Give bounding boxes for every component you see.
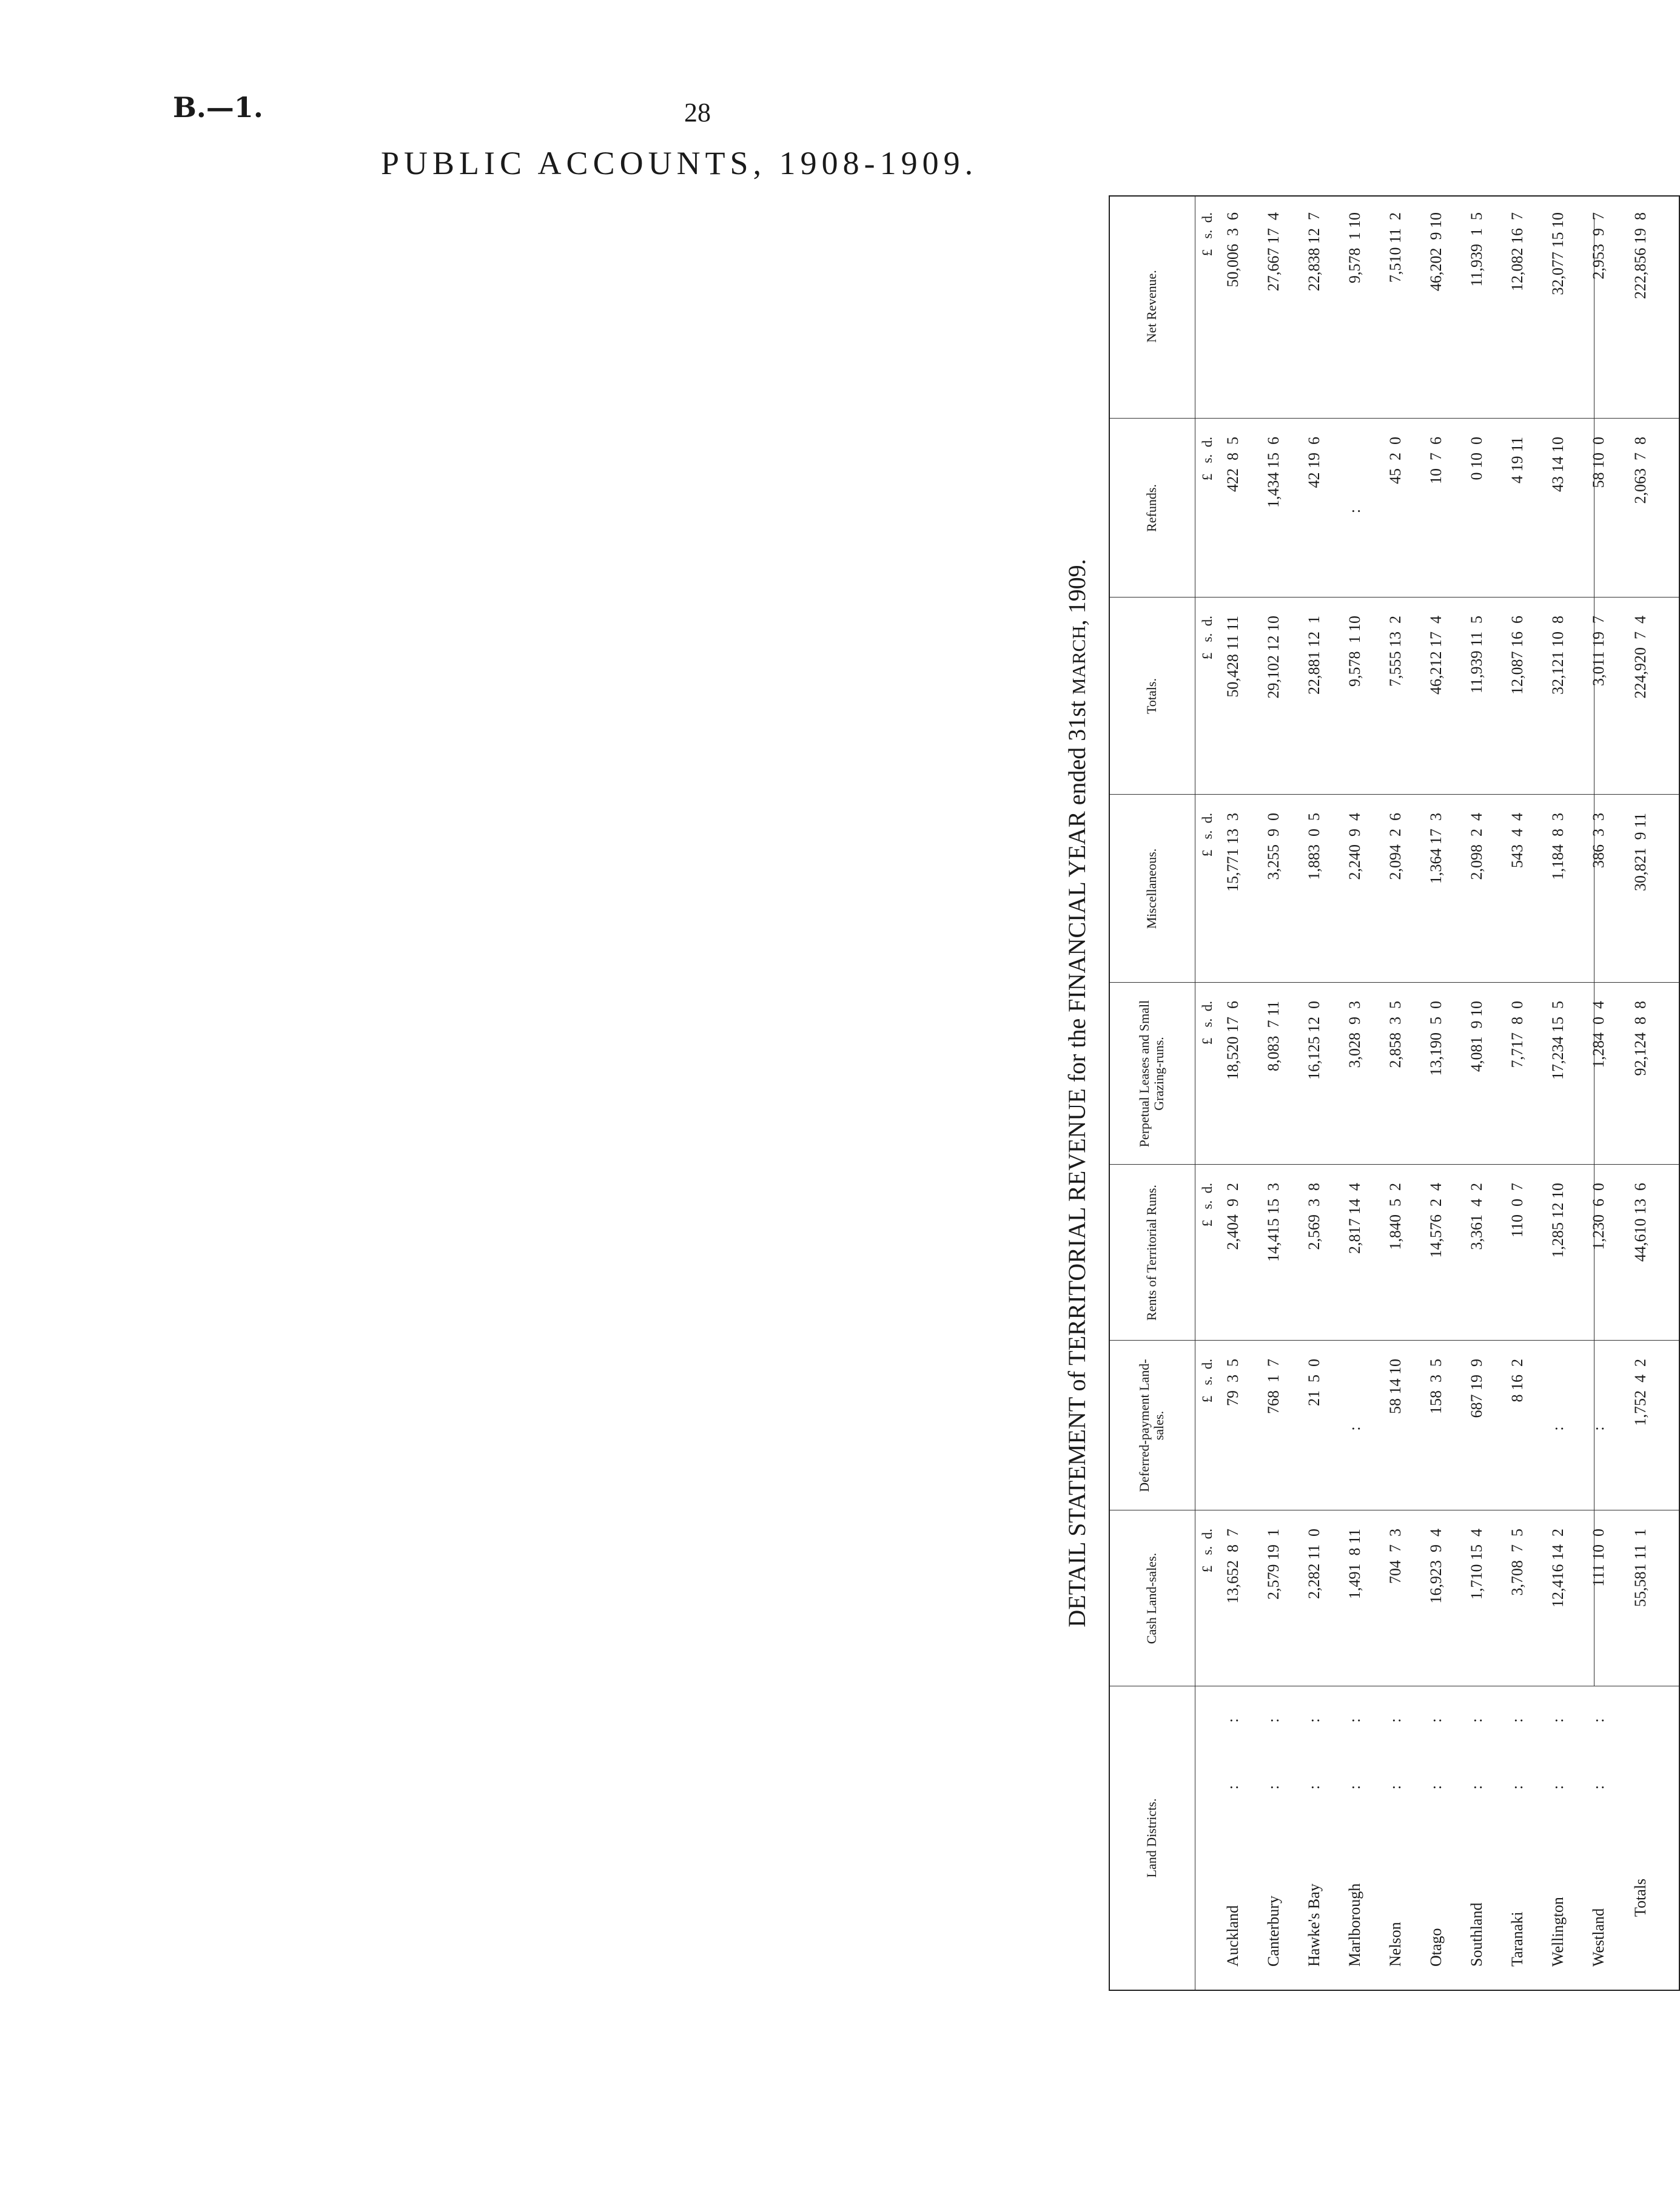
- col-totals-cell: 11,939 11 5: [1468, 616, 1485, 694]
- caption-main: DETAIL STATEMENT of TERRITORIAL REVENUE for the FINANCIAL YEAR ended 31st: [1063, 695, 1090, 1628]
- col-perpetual-leases-cell: 17,234 15 5: [1549, 1001, 1567, 1080]
- col-miscellaneous-header: Miscellaneous.: [1144, 848, 1159, 929]
- col-cash-land-sales-cell: 2,579 19 1: [1265, 1529, 1282, 1600]
- district-name-text: Nelson: [1386, 1922, 1404, 1967]
- col-refunds-cell: 10 7 6: [1427, 437, 1445, 484]
- leader-dots: : :: [1508, 1700, 1526, 1789]
- col-rents-territorial-runs-cell: 2,404 9 2: [1224, 1183, 1242, 1250]
- col-net-revenue-cell: 12,082 16 7: [1508, 212, 1526, 291]
- col-land-districts-header: Land Districts.: [1144, 1798, 1159, 1878]
- col-net-revenue-cell: 7,510 11 2: [1386, 212, 1404, 283]
- col-rents-territorial-runs-header: Rents of Territorial Runs.: [1144, 1184, 1159, 1321]
- col-miscellaneous-cell: 2,240 9 4: [1346, 813, 1363, 880]
- col-cash-land-sales-cell: 111 10 0: [1590, 1529, 1607, 1587]
- col-deferred-payment-cell: :: [1549, 1426, 1567, 1431]
- col-totals-cell: 3,011 19 7: [1590, 616, 1607, 687]
- col-perpetual-leases-cell: 1,284 0 4: [1590, 1001, 1607, 1068]
- col-cash-land-sales-cell: 2,282 11 0: [1305, 1529, 1323, 1600]
- district-name: [1386, 1785, 1405, 1967]
- col-refunds-header: Refunds.: [1144, 484, 1159, 532]
- col-net-revenue-cell: 9,578 1 10: [1346, 212, 1363, 283]
- col-rents-territorial-runs-total: 44,610 13 6: [1631, 1183, 1649, 1262]
- col-totals-cell: 7,555 13 2: [1386, 616, 1404, 687]
- col-totals-total: 224,920 7 4: [1631, 616, 1649, 699]
- col-miscellaneous-cell: 386 3 3: [1590, 813, 1607, 868]
- col-cash-land-sales-cell: 1,710 15 4: [1468, 1529, 1485, 1600]
- col-totals-cell: 50,428 11 11: [1224, 616, 1242, 698]
- col-totals-cell: 22,881 12 1: [1305, 616, 1323, 695]
- col-cash-land-sales-cell: 12,416 14 2: [1549, 1529, 1567, 1608]
- col-perpetual-leases-cell: 18,520 17 6: [1224, 1001, 1242, 1080]
- col-cash-land-sales-cell: 13,652 8 7: [1224, 1529, 1242, 1604]
- currency-units-label: £ s. d.: [1200, 1529, 1215, 1573]
- district-name-text: Southland: [1468, 1902, 1485, 1967]
- leader-dots: : :: [1224, 1700, 1242, 1789]
- caption-month: MARCH: [1068, 625, 1089, 695]
- col-cash-land-sales-cell: 16,923 9 4: [1427, 1529, 1445, 1604]
- col-cash-land-sales-cell: 3,708 7 5: [1508, 1529, 1526, 1596]
- col-refunds-cell: 58 10 0: [1590, 437, 1607, 488]
- leader-dots: : :: [1346, 1700, 1363, 1789]
- col-miscellaneous-cell: 1,883 0 5: [1305, 813, 1323, 880]
- col-cash-land-sales-header: Cash Land-sales.: [1144, 1552, 1159, 1645]
- col-totals-cell: 9,578 1 10: [1346, 616, 1363, 687]
- currency-units-label: £ s. d.: [1200, 1001, 1215, 1045]
- col-miscellaneous-cell: 543 4 4: [1508, 813, 1526, 868]
- table-caption: [1063, 195, 1091, 1991]
- page-number: 28: [684, 98, 711, 127]
- col-deferred-payment-cell: 687 19 9: [1468, 1359, 1485, 1418]
- col-net-revenue-cell: 50,006 3 6: [1224, 212, 1242, 288]
- col-perpetual-leases-header: Perpetual Leases and Small Grazing-runs.: [1137, 1000, 1166, 1148]
- district-name: [1468, 1785, 1486, 1967]
- document-code: B.—1.: [173, 91, 263, 124]
- col-net-revenue-header: Net Revenue.: [1144, 270, 1159, 343]
- table-frame: [1109, 195, 1680, 1991]
- territorial-revenue-table: [1055, 195, 1680, 1991]
- col-perpetual-leases-total: 92,124 8 8: [1631, 1001, 1649, 1076]
- col-deferred-payment-cell: 8 16 2: [1508, 1359, 1526, 1402]
- col-perpetual-leases-cell: 16,125 12 0: [1305, 1001, 1323, 1080]
- district-name: [1265, 1785, 1283, 1967]
- col-miscellaneous-cell: 3,255 9 0: [1265, 813, 1282, 880]
- col-deferred-payment-cell: 21 5 0: [1305, 1359, 1323, 1406]
- col-refunds-total: 2,063 7 8: [1631, 437, 1649, 504]
- col-net-revenue-cell: 2,953 9 7: [1590, 212, 1607, 280]
- col-miscellaneous-cell: 1,364 17 3: [1427, 813, 1445, 884]
- district-name-text: Otago: [1427, 1928, 1445, 1967]
- col-refunds-cell: 4 19 11: [1508, 437, 1526, 484]
- district-name-text: Hawke's Bay: [1305, 1884, 1323, 1967]
- col-rents-territorial-runs-cell: 1,285 12 10: [1549, 1183, 1567, 1258]
- leader-dots: : :: [1468, 1700, 1485, 1789]
- col-rents-territorial-runs-cell: 110 0 7: [1508, 1183, 1526, 1238]
- currency-units-label: £ s. d.: [1200, 1183, 1215, 1227]
- col-deferred-payment-cell: 58 14 10: [1386, 1359, 1404, 1414]
- col-net-revenue-total: 222,856 19 8: [1631, 212, 1649, 299]
- caption-end: , 1909.: [1063, 559, 1090, 626]
- col-perpetual-leases-cell: 3,028 9 3: [1346, 1001, 1363, 1068]
- leader-dots: : :: [1549, 1700, 1567, 1789]
- totals-label: Totals: [1631, 1878, 1649, 1917]
- col-rents-territorial-runs-cell: 1,840 5 2: [1386, 1183, 1404, 1250]
- col-totals-cell: 46,212 17 4: [1427, 616, 1445, 695]
- col-miscellaneous-cell: 15,771 13 3: [1224, 813, 1242, 892]
- col-deferred-payment-header: Deferred-payment Land-sales.: [1137, 1359, 1166, 1492]
- leader-dots: : :: [1305, 1700, 1323, 1789]
- district-name: [1427, 1785, 1445, 1967]
- district-name-text: Marlborough: [1346, 1883, 1363, 1967]
- district-name: [1508, 1785, 1527, 1967]
- col-rents-territorial-runs-cell: 2,817 14 4: [1346, 1183, 1363, 1254]
- col-rents-territorial-runs-cell: 3,361 4 2: [1468, 1183, 1485, 1250]
- col-perpetual-leases-cell: 2,858 3 5: [1386, 1001, 1404, 1068]
- col-perpetual-leases-cell: 8,083 7 11: [1265, 1001, 1282, 1072]
- col-miscellaneous-cell: 1,184 8 3: [1549, 813, 1567, 880]
- col-perpetual-leases-cell: 13,190 5 0: [1427, 1001, 1445, 1076]
- currency-units-label: £ s. d.: [1200, 437, 1215, 481]
- col-rents-territorial-runs-cell: 1,230 6 0: [1590, 1183, 1607, 1250]
- col-rents-territorial-runs-cell: 14,415 15 3: [1265, 1183, 1282, 1262]
- col-net-revenue-cell: 46,202 9 10: [1427, 212, 1445, 291]
- col-totals-cell: 12,087 16 6: [1508, 616, 1526, 695]
- col-cash-land-sales-cell: 704 7 3: [1386, 1529, 1404, 1584]
- col-rents-territorial-runs-cell: 2,569 3 8: [1305, 1183, 1323, 1250]
- leader-dots: : :: [1386, 1700, 1404, 1789]
- col-miscellaneous-cell: 2,098 2 4: [1468, 813, 1485, 880]
- district-name-text: Canterbury: [1265, 1896, 1282, 1967]
- col-net-revenue-cell: 27,667 17 4: [1265, 212, 1282, 291]
- col-totals-cell: 29,102 12 10: [1265, 616, 1282, 699]
- district-name-text: Westland: [1590, 1908, 1607, 1967]
- district-name: [1590, 1785, 1608, 1967]
- col-perpetual-leases-cell: 4,081 9 10: [1468, 1001, 1485, 1072]
- currency-units-label: £ s. d.: [1200, 1359, 1215, 1403]
- col-deferred-payment-total: 1,752 4 2: [1631, 1359, 1649, 1426]
- col-perpetual-leases-cell: 7,717 8 0: [1508, 1001, 1526, 1068]
- col-refunds-cell: 45 2 0: [1386, 437, 1404, 484]
- col-refunds-cell: 0 10 0: [1468, 437, 1485, 480]
- district-name: [1305, 1785, 1323, 1967]
- district-name-text: Taranaki: [1508, 1911, 1526, 1967]
- col-deferred-payment-cell: 79 3 5: [1224, 1359, 1242, 1406]
- col-cash-land-sales-total: 55,581 11 1: [1631, 1529, 1649, 1608]
- col-refunds-cell: 43 14 10: [1549, 437, 1567, 492]
- col-refunds-cell: 422 8 5: [1224, 437, 1242, 492]
- col-refunds-cell: 1,434 15 6: [1265, 437, 1282, 508]
- leader-dots: : :: [1265, 1700, 1282, 1789]
- col-rents-territorial-runs-cell: 14,576 2 4: [1427, 1183, 1445, 1258]
- col-cash-land-sales-cell: 1,491 8 11: [1346, 1529, 1363, 1600]
- leader-dots: : :: [1427, 1700, 1445, 1789]
- district-name: [1549, 1785, 1567, 1967]
- col-deferred-payment-cell: :: [1346, 1426, 1363, 1431]
- col-deferred-payment-cell: :: [1590, 1426, 1607, 1431]
- district-name: [1346, 1785, 1364, 1967]
- district-name: [1224, 1785, 1242, 1967]
- col-net-revenue-cell: 11,939 1 5: [1468, 212, 1485, 287]
- col-net-revenue-cell: 32,077 15 10: [1549, 212, 1567, 295]
- district-name-text: Auckland: [1224, 1905, 1242, 1967]
- currency-units-label: £ s. d.: [1200, 616, 1215, 660]
- leader-dots: : :: [1590, 1700, 1607, 1789]
- col-deferred-payment-cell: 768 1 7: [1265, 1359, 1282, 1414]
- col-totals-header: Totals.: [1144, 678, 1159, 714]
- district-name-text: Wellington: [1549, 1897, 1567, 1967]
- col-refunds-cell: 42 19 6: [1305, 437, 1323, 488]
- currency-units-label: £ s. d.: [1200, 212, 1215, 257]
- currency-units-label: £ s. d.: [1200, 813, 1215, 857]
- col-miscellaneous-total: 30,821 9 11: [1631, 813, 1649, 892]
- col-miscellaneous-cell: 2,094 2 6: [1386, 813, 1404, 880]
- page-title: PUBLIC ACCOUNTS, 1908-1909.: [381, 145, 978, 181]
- col-refunds-cell: :: [1346, 508, 1363, 514]
- col-deferred-payment-cell: 158 3 5: [1427, 1359, 1445, 1414]
- col-totals-cell: 32,121 10 8: [1549, 616, 1567, 695]
- col-net-revenue-cell: 22,838 12 7: [1305, 212, 1323, 291]
